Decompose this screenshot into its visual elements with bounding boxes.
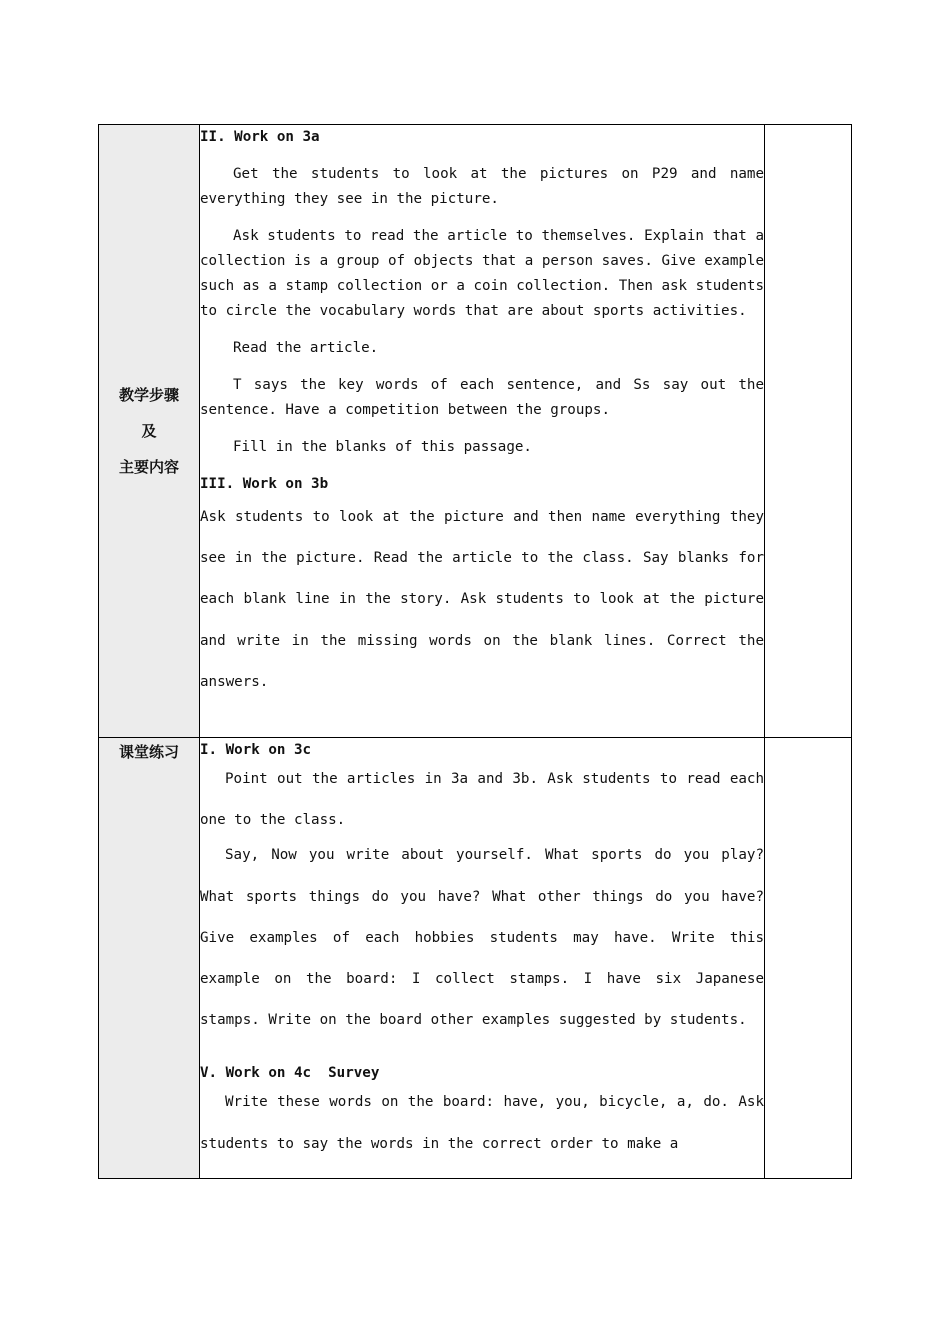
paragraph-survey-instructions: Write these words on the board: have, you, bicycle, a, do. Ask students to say the words in the correct order to make a (200, 1094, 764, 1152)
class-practice-label: 课堂练习 (118, 743, 179, 761)
main-content-label: 主要内容 (118, 458, 179, 476)
teaching-steps-row (99, 125, 852, 738)
section-heading-3b: III. Work on 3b (200, 476, 329, 492)
paragraph-3b-instructions: Ask students to look at the picture and then name everything they see in the picture. Read the article to the class. Say blanks for each blank line in the story. Ask students to look at the picture and write in the missing words on the blank lines. Correct the answers. (200, 509, 764, 690)
paragraph-name-pictures: Get the students to look at the pictures on P29 and name everything they see in the picture. (200, 166, 764, 207)
paragraph-read-article: Read the article. (233, 340, 379, 356)
teaching-steps-label-cell (99, 125, 200, 738)
section-heading-3a: II. Work on 3a (200, 129, 320, 145)
section-spacer (200, 1041, 764, 1061)
paragraph-point-out-articles: Point out the articles in 3a and 3b. Ask students to read each one to the class. (200, 771, 764, 829)
lesson-plan-table (98, 124, 852, 1179)
paragraph-read-article-themselves: Ask students to read the article to themselves. Explain that a collection is a group of objects that a person saves. Give example such as a stamp collection or a coin collection. Then ask students to circle the vocabulary words that are about sports activities. (200, 228, 764, 319)
and-label: 及 (141, 422, 157, 440)
notes-cell-row2 (765, 738, 852, 1179)
class-practice-label-cell (99, 738, 200, 1179)
class-practice-content (200, 738, 765, 1179)
notes-cell-row1 (765, 125, 852, 738)
teaching-steps-content (200, 125, 765, 738)
paragraph-fill-blanks: Fill in the blanks of this passage. (233, 439, 532, 455)
section-heading-4c: V. Work on 4c Survey (200, 1065, 380, 1082)
paragraph-write-about-yourself: Say, Now you write about yourself. What sports do you play? What sports things do you have? What other things do you have? Give examples of each hobbies students may have. Write this example on the board: I collect stamps. I have six Japanese stamps. Write on the board other examples suggested by students. (200, 847, 764, 1029)
section-heading-3c: I. Work on 3c (200, 742, 312, 758)
paragraph-key-words: T says the key words of each sentence, and Ss say out the sentence. Have a competition between the groups. (200, 377, 764, 418)
teaching-steps-label: 教学步骤 (118, 386, 179, 404)
class-practice-row (99, 738, 852, 1179)
